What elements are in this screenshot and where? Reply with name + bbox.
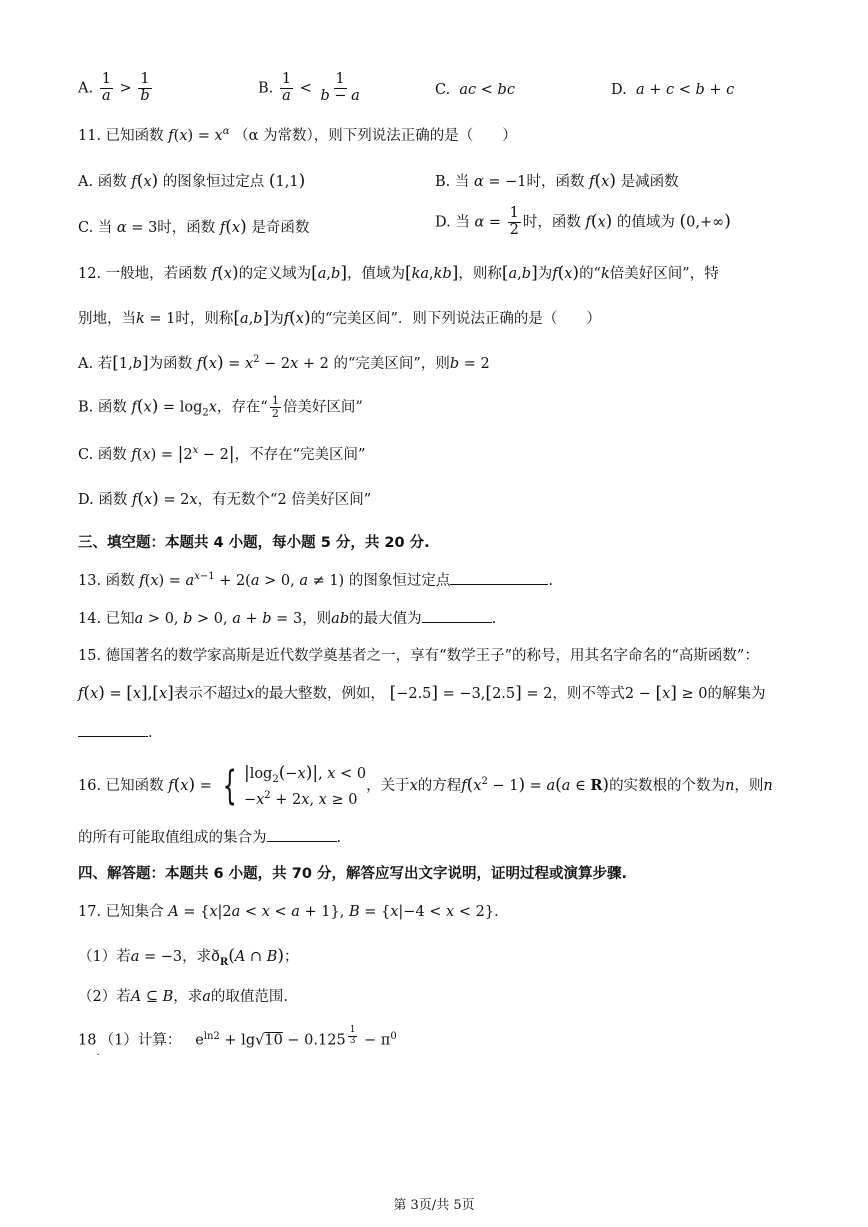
option-label: C. [435, 82, 451, 98]
q12-option-a: A. 若[1,b]为函数 $f(x) = x^2 - 2x + 2$ 的“完美区间”，则b = 2 [78, 353, 490, 373]
q10-option-d: D. a + c < b + c [611, 82, 735, 98]
answer-blank[interactable] [78, 722, 148, 737]
q10-option-c: C. ac < bc [435, 82, 515, 98]
section-3-heading: 三、填空题：本题共 4 小题，每小题 5 分，共 20 分. [78, 535, 430, 551]
q16-line2: 的所有可能取值组成的集合为 . [78, 826, 341, 847]
q10-options [78, 72, 798, 112]
q15-line1: 15. 德国著名的数学家高斯是近代数学奠基者之一，享有“数学王子”的称号，用其名字命名的“高斯函数”： [78, 648, 759, 664]
q15-line3: . [78, 722, 153, 741]
q11-option-a: A. 函数 f(x) 的图象恒过定点 (1,1) [78, 171, 306, 191]
q11-option-d: D. 当 α = $\frac{1}{2}$ 时，函数 f(x) 的值域为 (0,+∞) [435, 205, 731, 238]
q12-option-b: B. 函数 $f(x) = \log_2x$，存在“ $\frac{1}{2}$ 倍美好区间” [78, 394, 363, 421]
q17-part1: （1）若a = −3，求$ð_R(A$ ∩ B)； [78, 946, 299, 968]
q17-stem: 17. 已知集合 A = {x|2a < x < a + 1}, B = {x|−4 < x < 2}． [78, 904, 509, 920]
q16-line1: 16. 已知函数 f(x) = { $|\log_2(-x)|$, x < 0 $-x^2 + 2x$, x ≥ 0 ，关于x的方程$f(x^2 - 1) = a(a$ ∈ R)的实数根的个数为n，则n [78, 760, 773, 812]
option-label: B. [258, 80, 274, 97]
q14: 14. 已知a > 0, b > 0, a + b = 3，则ab的最大值为 . [78, 607, 496, 628]
q15-line2: f(x) = [x],[x]表示不超过x的最大整数，例如， [−2.5] = −3,[2.5] = 2，则不等式2 − [x] ≥ 0的解集为 [78, 683, 766, 703]
q12-option-c: C. 函数 $f(x) = |2^x - 2|$，不存在“完美区间” [78, 444, 366, 464]
q17-part2: （2）若A ⊆ B，求a的取值范围. [78, 989, 289, 1005]
q18-part1: $18_.(1)$计算： $e^{ln2} + \lg√10 - 0.125$ $^{\frac{1}{3}}$ − $\pi^0$ [78, 1025, 397, 1058]
q13: 13. 函数 $f(x) = a^{x-1} + 2(a > 0$, a ≠ 1) 的图象恒过定点 . [78, 571, 553, 589]
option-label: D. [611, 82, 627, 98]
q12-stem-line1: 12. 一般地，若函数 f(x)的定义域为[a,b]，值域为[ka,kb]，则称[a,b]为f(x)的“k倍美好区间”，特 [78, 263, 719, 283]
option-label: A. [78, 80, 94, 97]
page-footer: 第 3页/共 5页 [393, 1198, 475, 1213]
q10-option-a: A. $\frac{1}{a}$ > $\frac{1}{b}$ [78, 71, 150, 104]
answer-blank[interactable] [422, 608, 492, 623]
answer-blank[interactable] [450, 570, 548, 585]
q11-stem: 11. 已知函数 $f(x) = x^\alpha$ （α 为常数），则下列说法正确的是（ ） [78, 126, 517, 144]
piecewise-function: { $|\log_2(-x)|$, x < 0 $-x^2 + 2x$, x ≥ 0 [222, 762, 367, 809]
q11-option-c: C. 当 α = 3时，函数 f(x) 是奇函数 [78, 217, 310, 237]
q12-stem-line2: 别地，当k = 1时，则称[a,b]为f(x)的“完美区间”．则下列说法正确的是（ ） [78, 308, 601, 328]
q10-option-b: B. $\frac{1}{a}$ < $\frac{1}{b - a}$ [258, 71, 360, 104]
q11-option-b: B. 当 α = −1时，函数 f(x) 是减函数 [435, 171, 679, 191]
q12-option-d: D. 函数 f(x) = 2x，有无数个“2 倍美好区间” [78, 489, 372, 509]
answer-blank[interactable] [267, 827, 337, 842]
section-4-heading: 四、解答题：本题共 6 小题，共 70 分，解答应写出文字说明，证明过程或演算步骤. [78, 866, 627, 882]
